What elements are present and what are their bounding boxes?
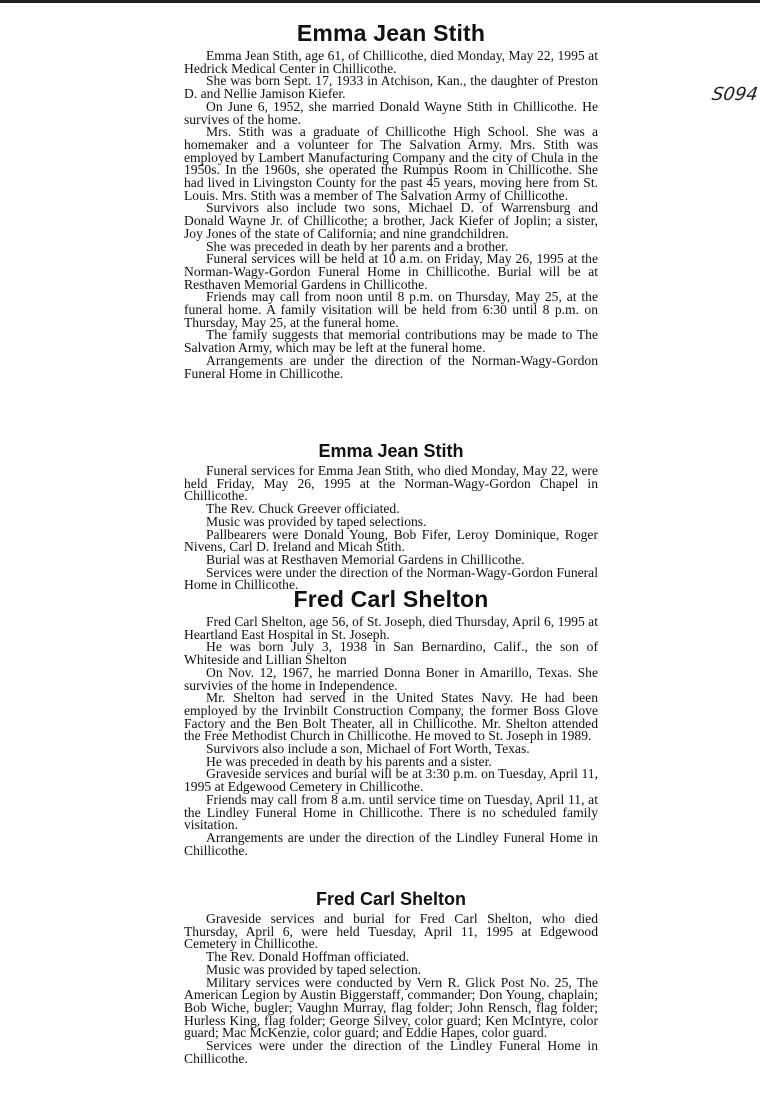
paragraph: Friends may call from 8 a.m. until service time on Tuesday, April 11, at the Lindley Funeral Home in Chillicothe. There is no scheduled family visitation.	[184, 791, 598, 833]
paragraph: He was born July 3, 1938 in San Bernardino, Calif., the son of Whiteside and Lillian Shelton	[184, 639, 598, 668]
paragraph: Arrangements are under the direction of the Norman-Wagy-Gordon Funeral Home in Chillicothe.	[184, 352, 598, 381]
paragraph: Mr. Shelton had served in the United States Navy. He had been employed by the Irvinbilt Construction Company, the former Boss Glove Factory and the Ben Bolt Theater, all in Chillicothe. Mr. Shelton attended the Free Methodist Church in Chillicothe. He moved to St. Joseph in 1989.	[184, 690, 598, 744]
paragraph: Services were under the direction of the Norman-Wagy-Gordon Funeral Home in Chillicothe.	[184, 564, 598, 593]
scan-top-border	[0, 0, 760, 3]
paragraph: Military services were conducted by Vern R. Glick Post No. 25, The American Legion by Austin Biggerstaff, commander; Don Young, chaplain; Bob Wiche, bugler; Vaughn Murray, flag folder; John Rensch, flag folder; Hurless King, flag folder; George Silvey, color guard; Ken McIntyre, color guard; Mac McKenzie, color guard; and Eddie Hapes, color guard.	[184, 974, 598, 1041]
paragraph: Graveside services and burial for Fred Carl Shelton, who died Thursday, April 6, were held Tuesday, April 11, 1995 at Edgewood Cemetery in Chillicothe.	[184, 911, 598, 952]
funeral-notice-fred-carl-shelton	[184, 889, 598, 1065]
handwritten-note: S094	[710, 84, 760, 105]
paragraph: Survivors also include a son, Michael of Fort Worth, Texas.	[206, 741, 530, 757]
paragraph: Music was provided by taped selections.	[206, 513, 427, 529]
paragraph: Funeral services will be held at 10 a.m. on Friday, May 26, 1995 at the Norman-Wagy-Gordon Funeral Home in Chillicothe. Burial will be at Resthaven Memorial Gardens in Chillicothe.	[184, 251, 598, 292]
paragraph: Services were under the direction of the Lindley Funeral Home in Chillicothe.	[184, 1038, 598, 1066]
obituary-fred-carl-shelton	[184, 586, 598, 857]
notice-title: Emma Jean Stith	[318, 441, 464, 461]
paragraph: The family suggests that memorial contributions may be made to The Salvation Army, which may be left at the funeral home.	[184, 327, 598, 356]
paragraph: Graveside services and burial will be at 3:30 p.m. on Tuesday, April 11, 1995 at Edgewood Cemetery in Chillicothe.	[184, 766, 598, 795]
paragraph: Burial was at Resthaven Memorial Gardens in Chillicothe.	[206, 551, 525, 567]
paragraph: Fred Carl Shelton, age 56, of St. Joseph, died Thursday, April 6, 1995 at Heartland East Hospital in St. Joseph.	[184, 614, 598, 642]
notice-title: Fred Carl Shelton	[315, 889, 467, 909]
paragraph: The Rev. Donald Hoffman officiated.	[206, 949, 410, 965]
paragraph: He was preceded in death by his parents and a sister.	[206, 753, 492, 769]
paragraph: Funeral services for Emma Jean Stith, who died Monday, May 22, were held Friday, May 26, 1995 at the Norman-Wagy-Gordon Chapel in Chillicothe.	[184, 463, 598, 504]
paragraph: She was preceded in death by her parents and a brother.	[206, 238, 509, 254]
obituary-title: Emma Jean Stith	[296, 20, 486, 46]
paragraph: Arrangements are under the direction of the Lindley Funeral Home in Chillicothe.	[184, 829, 598, 858]
paragraph: Survivors also include two sons, Michael D. of Warrensburg and Donald Wayne Jr. of Chillicothe; a brother, Jack Kiefer of Joplin; a sister, Joy Jones of the state of California; and nine grandchildren.	[184, 200, 598, 241]
paragraph: She was born Sept. 17, 1933 in Atchison, Kan., the daughter of Preston D. and Nellie Jamison Kiefer.	[184, 73, 598, 102]
obituary-emma-jean-stith	[184, 20, 598, 380]
funeral-notice-emma-jean-stith	[184, 441, 598, 592]
paragraph: Pallbearers were Donald Young, Bob Fifer, Leroy Dominique, Roger Nivens, Carl D. Ireland and Micah Stith.	[184, 526, 598, 555]
paragraph: Music was provided by taped selection.	[206, 961, 422, 977]
paragraph: On June 6, 1952, she married Donald Wayne Stith in Chillicothe. He survives of the home.	[184, 98, 598, 127]
paragraph: On Nov. 12, 1967, he married Donna Boner in Amarillo, Texas. She survivies of the home in Independence.	[184, 664, 598, 693]
obituary-title: Fred Carl Shelton	[293, 586, 489, 612]
paragraph: Mrs. Stith was a graduate of Chillicothe High School. She was a homemaker and a volunteer for The Salvation Army. Mrs. Stith was employed by Lambert Manufacturing Company and the city of Chula in the 1950s. In the 1960s, she operated the Rumpus Room in Chillicothe. She had lived in Livingston County for the past 45 years, moving here from St. Louis. Mrs. Stith was a member of The Salvation Army of Chillicothe.	[184, 124, 598, 203]
paragraph: Emma Jean Stith, age 61, of Chillicothe, died Monday, May 22, 1995 at Hedrick Medical Center in Chillicothe.	[184, 48, 598, 76]
paragraph: The Rev. Chuck Greever officiated.	[206, 501, 400, 517]
paragraph: Friends may call from noon until 8 p.m. on Thursday, May 25, at the funeral home. A family visitation will be held from 6:30 until 8 p.m. on Thursday, May 25, at the funeral home.	[184, 289, 598, 330]
